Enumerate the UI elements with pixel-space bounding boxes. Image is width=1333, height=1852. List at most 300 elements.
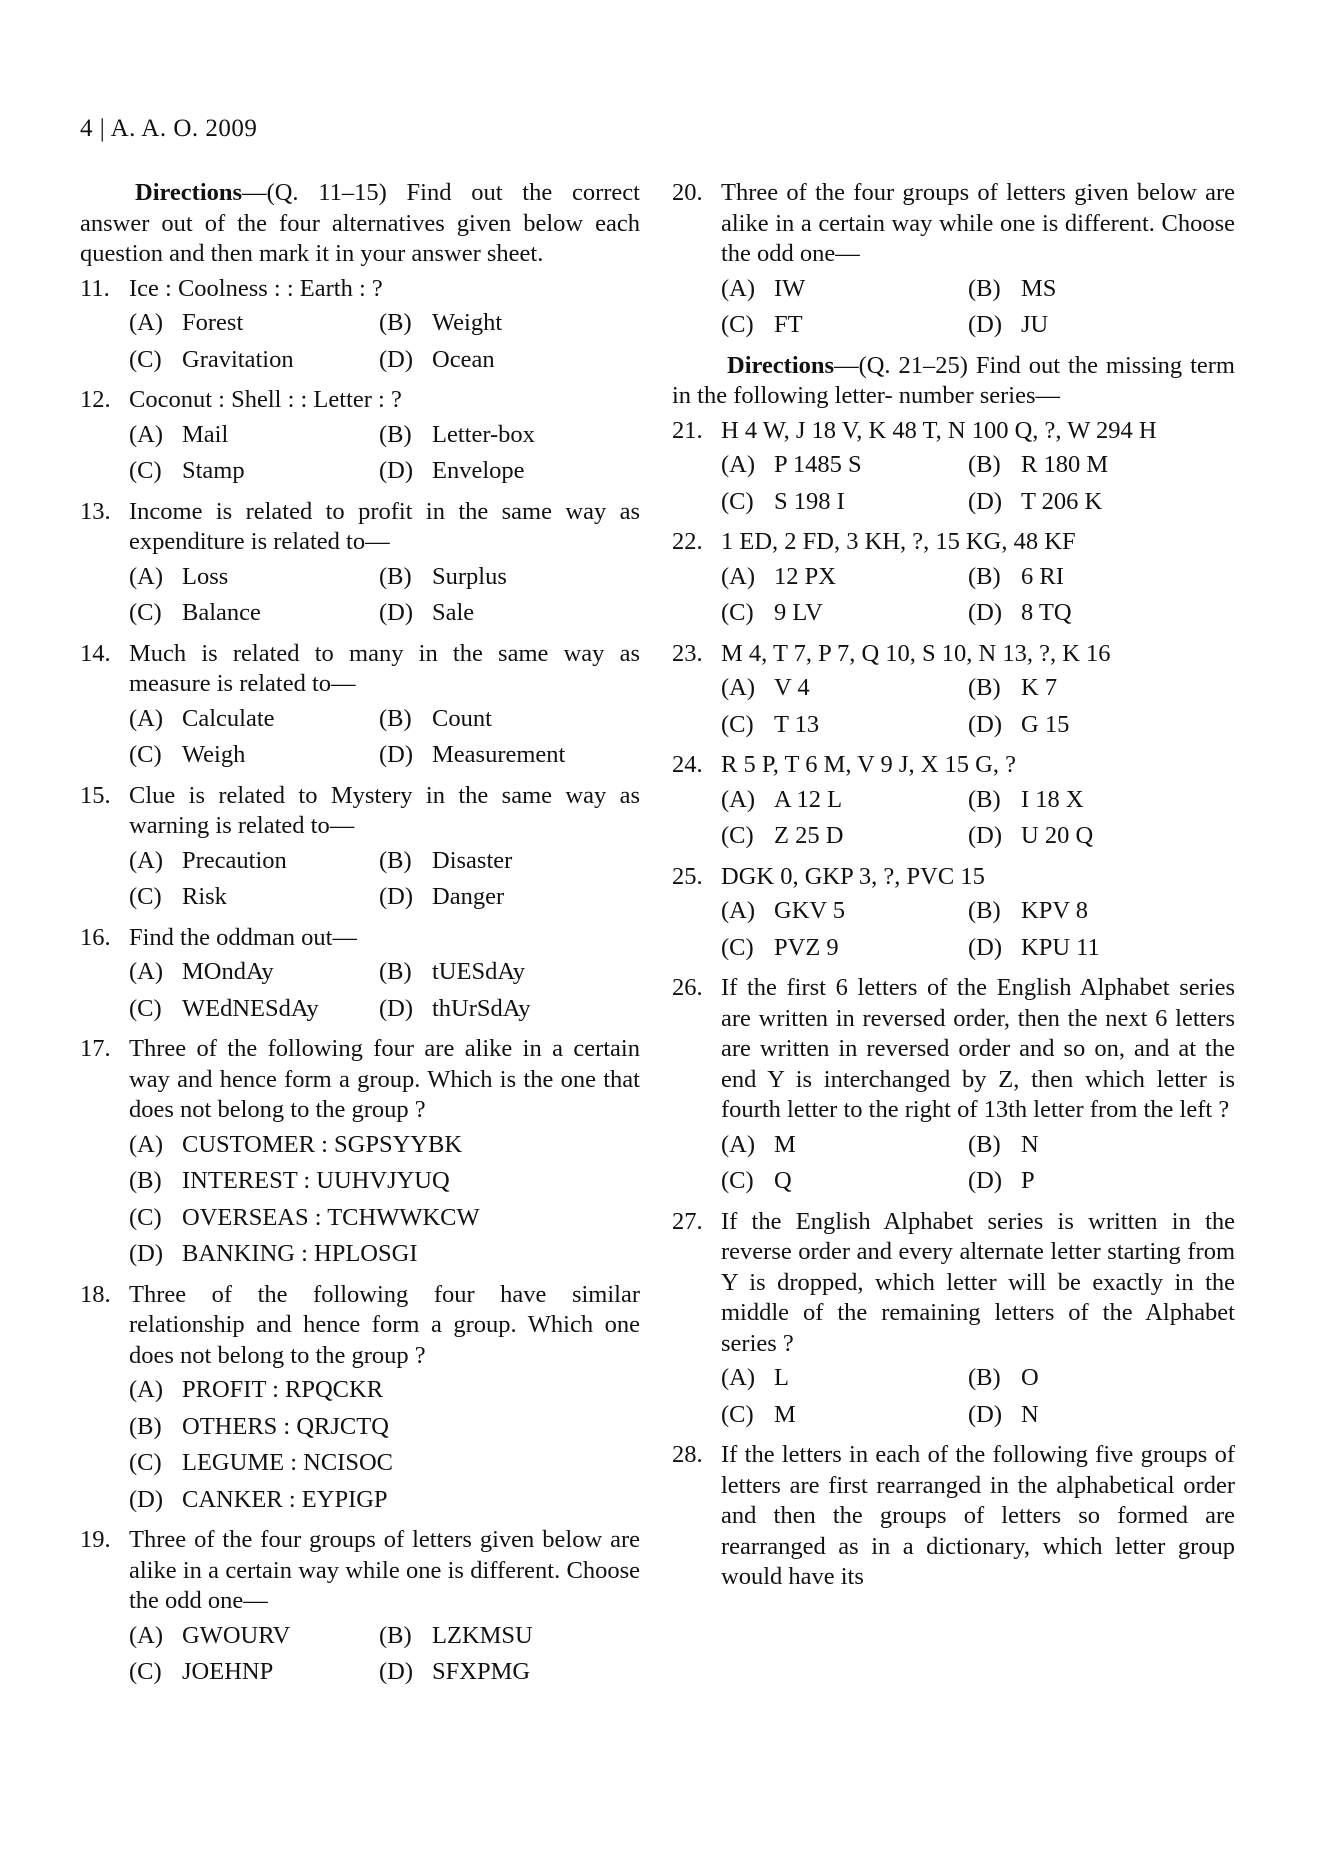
option-label: (C) [721,1167,754,1194]
option-label: (D) [379,599,414,626]
option-label: (B) [968,562,1001,590]
question [672,1207,1235,1431]
option-label: (A) [721,897,756,924]
answer-option [379,420,640,451]
option-label: (A) [721,785,756,813]
option-label: (C) [721,599,754,626]
option-label: (C) [129,883,162,910]
option-text: Envelope [432,457,525,484]
option-text: Gravitation [182,345,294,373]
question [672,862,1235,964]
answer-option [721,1400,968,1431]
answer-option [721,562,968,593]
question-stem [672,862,1235,893]
option-text: Letter-box [432,420,535,448]
question-text: DGK 0, GKP 3, ?, PVC 15 [721,862,985,890]
question [672,527,1235,629]
question-text: Income is related to profit in the same way as expenditure is related to— [129,497,640,555]
option-label: (D) [379,994,414,1022]
option-text: M [774,1130,796,1158]
option-label: (C) [721,933,754,961]
option-label: (B) [379,958,412,985]
option-label: (A) [129,562,164,590]
option-label: (C) [721,487,754,515]
option-text: Danger [432,883,505,910]
option-label: (A) [129,309,164,336]
option-label: (B) [968,897,1001,924]
answer-options [721,785,1235,852]
option-text: Stamp [182,457,245,484]
answer-option [379,740,640,771]
option-label: (D) [379,741,414,768]
option-label: (D) [968,933,1003,961]
question-stem [80,1034,640,1126]
option-text: P [1021,1167,1035,1194]
option-label: (C) [721,311,754,338]
option-label: (D) [968,1400,1003,1428]
option-text: CANKER : EYPIGP [182,1485,388,1513]
answer-options [721,274,1235,341]
option-text: MS [1021,274,1057,302]
option-label: (A) [721,1130,756,1158]
option-label: (B) [379,1621,412,1649]
question-stem [672,1440,1235,1593]
option-label: (B) [379,846,412,874]
page-header: 4 | A. A. O. 2009 [80,115,258,142]
answer-option [379,994,640,1025]
answer-option [379,882,640,913]
option-text: G 15 [1021,710,1070,738]
option-text: Calculate [182,704,275,732]
option-text: I 18 X [1021,785,1084,813]
question-number: 21. [672,416,703,444]
question-list [80,274,640,1688]
option-label: (D) [968,487,1003,515]
option-label: (D) [379,345,414,373]
option-text: Sale [432,599,475,626]
question-number: 28. [672,1441,703,1468]
option-label: (B) [968,451,1001,478]
answer-option [379,598,640,629]
option-label: (D) [968,710,1003,738]
option-text: N [1021,1130,1039,1158]
option-text: A 12 L [774,785,843,813]
answer-option [968,1166,1235,1197]
question-number: 25. [672,862,703,890]
question [80,639,640,771]
option-label: (C) [129,1449,162,1476]
directions-q11-15 [80,178,640,270]
question [80,1525,640,1688]
answer-options [721,896,1235,963]
option-text: S 198 I [774,487,845,515]
option-label: (C) [129,599,162,626]
answer-option [721,274,968,305]
option-label: (A) [721,674,756,701]
answer-option [129,1621,379,1652]
option-text: Mail [182,420,229,448]
question-number: 15. [80,781,111,809]
option-text: IW [774,274,806,302]
question-number: 12. [80,386,111,413]
directions-lead: Directions [727,351,835,379]
answer-option [968,1363,1235,1394]
answer-option [968,896,1235,927]
option-text: GWOURV [182,1621,291,1649]
answer-options [129,704,640,771]
option-text: MOndAy [182,958,274,985]
option-label: (C) [721,710,754,738]
answer-options [129,562,640,629]
question-text: If the English Alphabet series is written in the reverse order and every alternate letter starting from Y is dropped, which letter will be exactly in the middle of the remaining letters of the Alphabet series ? [721,1207,1235,1357]
option-text: PROFIT : RPQCKR [182,1376,384,1403]
answer-options [129,846,640,913]
question-number: 19. [80,1526,111,1553]
answer-option [379,308,640,339]
question [672,416,1235,518]
answer-option [721,673,968,704]
answer-option [721,450,968,481]
question-text: If the first 6 letters of the English Alphabet series are written in reversed order, then the next 6 letters are written in reversed order and so on, and at the end Y is interchanged by Z, then which letter is fourth letter to the right of 13th letter from the left ? [721,974,1235,1123]
answer-option [721,896,968,927]
option-text: PVZ 9 [774,933,839,961]
option-text: JOEHNP [182,1658,274,1685]
option-text: WEdNESdAy [182,994,319,1022]
option-text: KPV 8 [1021,897,1088,924]
option-text: Z 25 D [774,822,844,849]
answer-option [721,487,968,518]
answer-option [968,487,1235,518]
answer-option [129,420,379,451]
option-text: L [774,1364,789,1391]
option-label: (A) [129,420,164,448]
option-text: Balance [182,599,261,626]
option-text: KPU 11 [1021,933,1100,961]
answer-option [379,704,640,735]
right-column [672,178,1235,1603]
option-text: tUESdAy [432,958,526,985]
option-text: OVERSEAS : TCHWWKCW [182,1203,480,1231]
question-text: R 5 P, T 6 M, V 9 J, X 15 G, ? [721,751,1016,778]
answer-option [129,456,379,487]
option-label: (C) [129,1658,162,1685]
question-number: 22. [672,528,703,555]
question-text: Ice : Coolness : : Earth : ? [129,274,383,302]
question-stem [80,639,640,700]
answer-option [968,821,1235,852]
answer-option [379,957,640,988]
option-text: Risk [182,883,227,910]
option-text: T 206 K [1021,487,1103,515]
answer-option [379,1657,640,1688]
answer-option [129,882,379,913]
option-text: Disaster [432,846,513,874]
answer-option [721,1130,968,1161]
question-text: Three of the following four have similar relationship and hence form a group. Which one does not belong to the group ? [129,1280,640,1369]
left-column [80,178,640,1698]
option-text: Measurement [432,741,566,768]
answer-options [721,1130,1235,1197]
answer-option [129,1448,640,1479]
option-label: (A) [129,704,164,732]
question-number: 11. [80,274,110,302]
option-label: (A) [721,274,756,302]
answer-option [129,704,379,735]
option-text: M [774,1400,796,1428]
answer-option [721,710,968,741]
question-text: Find the oddman out— [129,923,357,951]
directions-text: —(Q. 21–25) Find out the missing term in the following letter- number series— [672,351,1235,409]
option-label: (A) [721,562,756,590]
answer-option [721,1363,968,1394]
question-text: Much is related to many in the same way as measure is related to— [129,639,640,697]
question [672,1440,1235,1593]
question-number: 13. [80,497,111,525]
option-label: (D) [379,1658,414,1685]
option-text: Loss [182,562,229,590]
question [80,781,640,913]
question-number: 27. [672,1207,703,1235]
option-text: Weight [432,309,503,336]
question-stem [672,973,1235,1126]
question-text: Clue is related to Mystery in the same way as warning is related to— [129,781,640,839]
answer-options [129,1621,640,1688]
answer-option [379,1621,640,1652]
answer-options [129,957,640,1024]
answer-option [721,310,968,341]
question-text: Three of the four groups of letters given below are alike in a certain way while one is different. Choose the odd one— [129,1526,640,1614]
option-text: SFXPMG [432,1658,531,1685]
answer-option [968,1400,1235,1431]
option-label: (B) [379,309,412,336]
option-text: Ocean [432,345,495,373]
option-label: (B) [379,562,412,590]
option-label: (A) [129,1376,164,1403]
question [672,639,1235,741]
option-label: (C) [129,741,162,768]
option-label: (D) [129,1485,164,1513]
option-label: (C) [129,345,162,373]
option-text: thUrSdAy [432,994,531,1022]
option-text: LZKMSU [432,1621,533,1649]
answer-option [968,785,1235,816]
answer-option [129,1130,640,1161]
option-label: (D) [379,457,414,484]
answer-option [129,846,379,877]
answer-options [129,1375,640,1515]
question-stem [80,274,640,305]
option-label: (B) [379,420,412,448]
answer-option [129,1375,640,1406]
option-text: Surplus [432,562,507,590]
question [80,1280,640,1516]
question-list [672,416,1235,1593]
answer-option [129,1412,640,1443]
option-text: 8 TQ [1021,599,1072,626]
option-label: (A) [721,1364,756,1391]
option-label: (D) [129,1240,164,1267]
answer-option [968,1130,1235,1161]
answer-option [968,274,1235,305]
question-number: 14. [80,639,111,667]
answer-option [129,1203,640,1234]
answer-option [129,1239,640,1270]
option-text: U 20 Q [1021,822,1094,849]
option-text: LEGUME : NCISOC [182,1449,393,1476]
question-stem [80,385,640,416]
option-text: Weigh [182,741,246,768]
option-label: (A) [129,846,164,874]
option-text: INTEREST : UUHVJYUQ [182,1167,450,1194]
question [80,497,640,629]
question-stem [80,1525,640,1617]
answer-option [721,785,968,816]
answer-option [129,345,379,376]
answer-option [968,562,1235,593]
option-label: (D) [968,311,1003,338]
option-label: (D) [968,822,1003,849]
option-text: O [1021,1364,1039,1391]
option-text: R 180 M [1021,451,1109,478]
question-text: H 4 W, J 18 V, K 48 T, N 100 Q, ?, W 294 H [721,416,1157,444]
answer-option [129,1485,640,1516]
question-text: M 4, T 7, P 7, Q 10, S 10, N 13, ?, K 16 [721,639,1111,667]
question [672,750,1235,852]
directions-text: —(Q. 11–15) Find out the correct answer out of the four alternatives given below each question and then mark it in your answer sheet. [80,179,640,267]
question-stem [672,750,1235,781]
option-text: GKV 5 [774,897,846,924]
question-stem [672,416,1235,447]
answer-options [721,450,1235,517]
answer-option [721,598,968,629]
option-text: T 13 [774,710,820,738]
answer-options [129,1130,640,1270]
answer-options [721,1363,1235,1430]
option-label: (B) [968,1364,1001,1391]
question-text: Coconut : Shell : : Letter : ? [129,386,402,413]
option-label: (C) [721,822,754,849]
answer-option [379,456,640,487]
question-stem [80,923,640,954]
option-label: (D) [968,599,1003,626]
question [80,1034,640,1270]
option-text: Precaution [182,846,287,874]
answer-option [968,310,1235,341]
answer-option [721,821,968,852]
option-text: K 7 [1021,674,1058,701]
option-label: (C) [129,1203,162,1231]
option-text: CUSTOMER : SGPSYYBK [182,1130,463,1158]
option-text: P 1485 S [774,451,862,478]
question [672,178,1235,341]
option-label: (A) [129,958,164,985]
answer-option [129,598,379,629]
answer-option [129,994,379,1025]
option-label: (C) [129,457,162,484]
question-stem [80,1280,640,1372]
option-text: 9 LV [774,599,823,626]
answer-option [721,1166,968,1197]
option-text: V 4 [774,674,810,701]
option-label: (C) [721,1400,754,1428]
question-stem [672,639,1235,670]
question-text: 1 ED, 2 FD, 3 KH, ?, 15 KG, 48 KF [721,528,1076,555]
option-text: Count [432,704,492,732]
answer-option [968,933,1235,964]
option-label: (A) [129,1130,164,1158]
question [80,274,640,376]
answer-option [968,450,1235,481]
answer-option [129,957,379,988]
option-text: JU [1021,311,1049,338]
answer-option [968,598,1235,629]
question-number: 17. [80,1035,111,1062]
option-label: (B) [968,1130,1001,1158]
question [80,923,640,1025]
answer-option [129,1166,640,1197]
option-label: (B) [968,274,1001,302]
option-text: BANKING : HPLOSGI [182,1240,418,1267]
question-list [672,178,1235,341]
option-label: (A) [721,451,756,478]
option-text: Q [774,1167,792,1194]
option-text: 6 RI [1021,562,1064,590]
answer-option [721,933,968,964]
question-stem [672,1207,1235,1360]
question [672,973,1235,1197]
question-number: 26. [672,974,703,1001]
option-label: (B) [129,1167,162,1194]
answer-option [129,740,379,771]
answer-option [968,710,1235,741]
option-text: N [1021,1400,1039,1428]
answer-options [721,562,1235,629]
question-text: Three of the four groups of letters given below are alike in a certain way while one is different. Choose the odd one— [721,179,1235,267]
answer-options [721,673,1235,740]
option-label: (D) [968,1167,1003,1194]
answer-option [129,1657,379,1688]
option-text: Forest [182,309,244,336]
option-label: (D) [379,883,414,910]
answer-options [129,308,640,375]
answer-option [379,846,640,877]
question-stem [80,781,640,842]
option-text: OTHERS : QRJCTQ [182,1412,389,1440]
answer-option [129,562,379,593]
option-label: (C) [129,994,162,1022]
question-stem [80,497,640,558]
directions-lead: Directions [135,179,243,206]
option-label: (B) [129,1412,162,1440]
question-stem [672,178,1235,270]
question-number: 24. [672,751,703,778]
option-text: 12 PX [774,562,836,590]
option-label: (B) [968,674,1001,701]
directions-q21-25 [672,351,1235,412]
option-text: FT [774,311,803,338]
answer-option [379,562,640,593]
option-label: (B) [968,785,1001,813]
option-label: (B) [379,704,412,732]
question [80,385,640,487]
question-number: 23. [672,639,703,667]
question-text: If the letters in each of the following five groups of letters are first rearranged in the alphabetical order and then the groups of letters so formed are rearranged as in a dictionary, which letter group would have its [721,1441,1235,1590]
answer-options [129,420,640,487]
option-label: (A) [129,1621,164,1649]
answer-option [379,345,640,376]
question-number: 16. [80,923,111,951]
answer-option [129,308,379,339]
